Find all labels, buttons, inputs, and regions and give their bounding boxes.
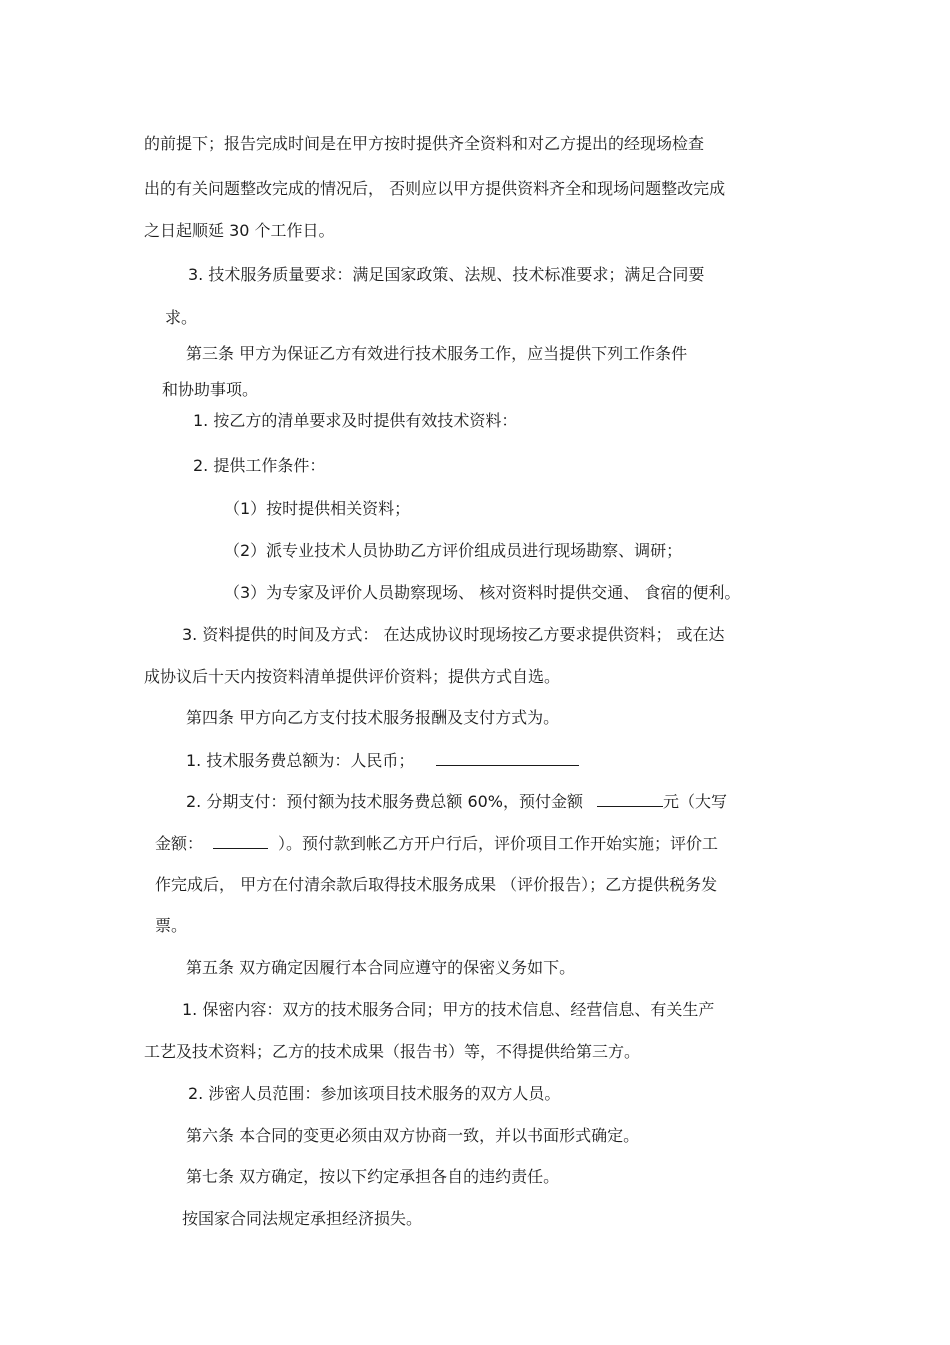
text-line: 按国家合同法规定承担经济损失。 — [182, 1209, 423, 1228]
list-item — [186, 790, 727, 813]
fee-total-blank — [436, 749, 579, 766]
prepay-text: ）。预付款到帐乙方开户行后，评价项目工作开始实施；评价工 — [278, 834, 719, 853]
prepay-amount-blank — [597, 790, 663, 807]
sub-list-item: （3）为专家及评价人员勘察现场、 核对资料时提供交通、 食宿的便利。 — [224, 583, 741, 602]
list-item — [186, 749, 579, 772]
text-line: 和协助事项。 — [162, 380, 259, 399]
text-line: 成协议后十天内按资料清单提供评价资料；提供方式自选。 — [144, 667, 561, 686]
sub-list-item: （2）派专业技术人员协助乙方评价组成员进行现场勘察、调研； — [224, 541, 683, 560]
article-heading: 第五条 双方确定因履行本合同应遵守的保密义务如下。 — [186, 958, 576, 977]
list-item: 2. 提供工作条件： — [193, 456, 326, 475]
list-item: 2. 涉密人员范围：参加该项目技术服务的双方人员。 — [188, 1084, 561, 1103]
article-heading: 第四条 甲方向乙方支付技术服务报酬及支付方式为。 — [186, 708, 560, 727]
list-item: 3. 资料提供的时间及方式： 在达成协议时现场按乙方要求提供资料； 或在达 — [182, 625, 725, 644]
yuan-label: 元（大写 — [663, 792, 728, 811]
installment-text: 2. 分期支付：预付额为技术服务费总额 60%，预付金额 — [186, 792, 584, 811]
text-line: 工艺及技术资料；乙方的技术成果（报告书）等，不得提供给第三方。 — [144, 1042, 641, 1061]
amount-label: 金额： — [155, 834, 204, 853]
text-line: 的前提下；报告完成时间是在甲方按时提供齐全资料和对乙方提出的经现场检查 — [144, 134, 705, 153]
article-heading: 第三条 甲方为保证乙方有效进行技术服务工作，应当提供下列工作条件 — [186, 344, 688, 363]
text-line: 3. 技术服务质量要求：满足国家政策、法规、技术标准要求；满足合同要 — [188, 265, 705, 284]
article-heading: 第七条 双方确定，按以下约定承担各自的违约责任。 — [186, 1167, 560, 1186]
article-heading: 第六条 本合同的变更必须由双方协商一致，并以书面形式确定。 — [186, 1126, 640, 1145]
fee-total-label: 1. 技术服务费总额为：人民币； — [186, 751, 415, 770]
text-line: 票。 — [155, 916, 188, 935]
sub-list-item: （1）按时提供相关资料； — [224, 499, 411, 518]
list-item: 1. 按乙方的清单要求及时提供有效技术资料： — [193, 411, 518, 430]
text-line: 作完成后， 甲方在付清余款后取得技术服务成果 （评价报告）；乙方提供税务发 — [155, 875, 718, 894]
text-line — [155, 832, 718, 855]
text-line: 求。 — [165, 308, 198, 327]
amount-capital-blank — [213, 832, 268, 849]
text-line: 出的有关问题整改完成的情况后， 否则应以甲方提供资料齐全和现场问题整改完成 — [144, 179, 726, 198]
list-item: 1. 保密内容：双方的技术服务合同；甲方的技术信息、经营信息、有关生产 — [182, 1000, 715, 1019]
text-line: 之日起顺延 30 个工作日。 — [144, 221, 335, 240]
